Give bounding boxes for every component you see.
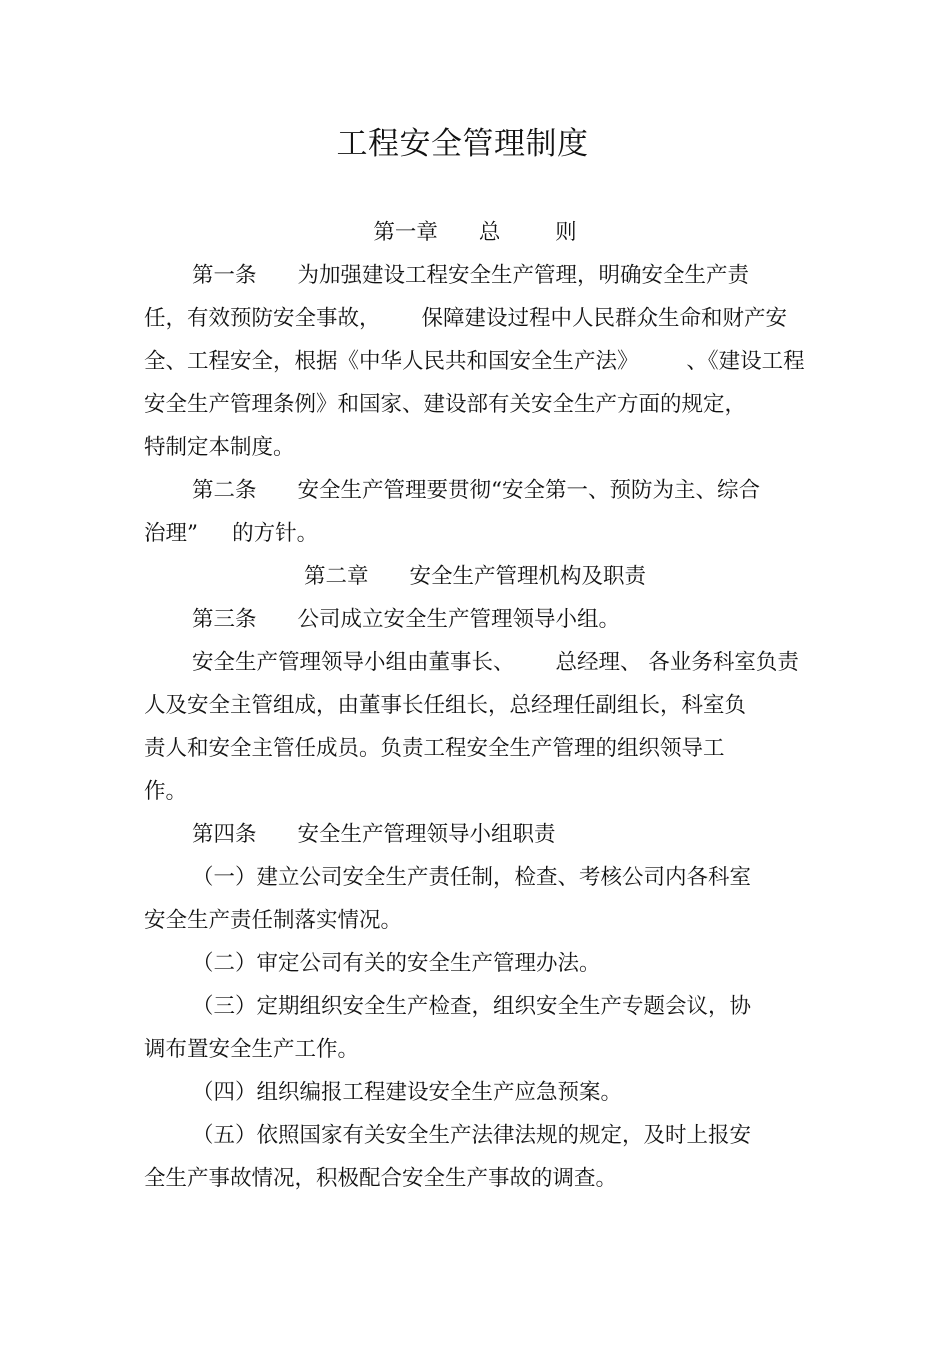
paragraph-line: 治理” 的方针。: [144, 521, 319, 546]
paragraph-line: 安全生产管理条例》和国家、建设部有关安全生产方面的规定，: [144, 392, 747, 417]
paragraph-line: 责人和安全主管任成员。负责工程安全生产管理的组织领导工: [144, 736, 725, 761]
paragraph-line: 全、工程安全，根据《中华人民共和国安全生产法》 、《建设工程: [144, 349, 805, 374]
paragraph-line: （五）依照国家有关安全生产法律法规的规定，及时上报安: [192, 1123, 752, 1148]
paragraph-line: （二）审定公司有关的安全生产管理办法。: [192, 951, 601, 976]
paragraph-line: 第三条 公司成立安全生产管理领导小组。: [192, 607, 621, 632]
paragraph-line: （四）组织编报工程建设安全生产应急预案。: [192, 1080, 623, 1105]
paragraph-line: 人及安全主管组成，由董事长任组长，总经理任副组长，科室负: [144, 693, 747, 718]
paragraph-line: 任，有效预防安全事故， 保障建设过程中人民群众生命和财产安: [144, 306, 788, 331]
paragraph-line: 第一条 为加强建设工程安全生产管理，明确安全生产责: [192, 263, 750, 288]
paragraph-line: （一）建立公司安全生产责任制，检查、考核公司内各科室: [192, 865, 752, 890]
paragraph-line: 第四条 安全生产管理领导小组职责: [192, 822, 556, 847]
paragraph-line: 安全生产责任制落实情况。: [144, 908, 403, 933]
paragraph-line: 安全生产管理领导小组由董事长、 总经理、 各业务科室负责: [192, 650, 799, 675]
paragraph-line: （三）定期组织安全生产检查，组织安全生产专题会议，协: [192, 994, 752, 1019]
paragraph-line: 作。: [144, 779, 188, 804]
paragraph-line: 第二条 安全生产管理要贯彻“安全第一、预防为主、综合: [192, 478, 760, 503]
chapter-2-heading: 第二章 安全生产管理机构及职责: [303, 564, 646, 589]
paragraph-line: 调布置安全生产工作。: [144, 1037, 360, 1062]
paragraph-line: 全生产事故情况，积极配合安全生产事故的调查。: [144, 1166, 618, 1191]
document-title: 工程安全管理制度: [336, 126, 589, 162]
paragraph-line: 特制定本制度。: [144, 435, 295, 460]
chapter-1-heading: 第一章 总 则: [373, 220, 577, 245]
